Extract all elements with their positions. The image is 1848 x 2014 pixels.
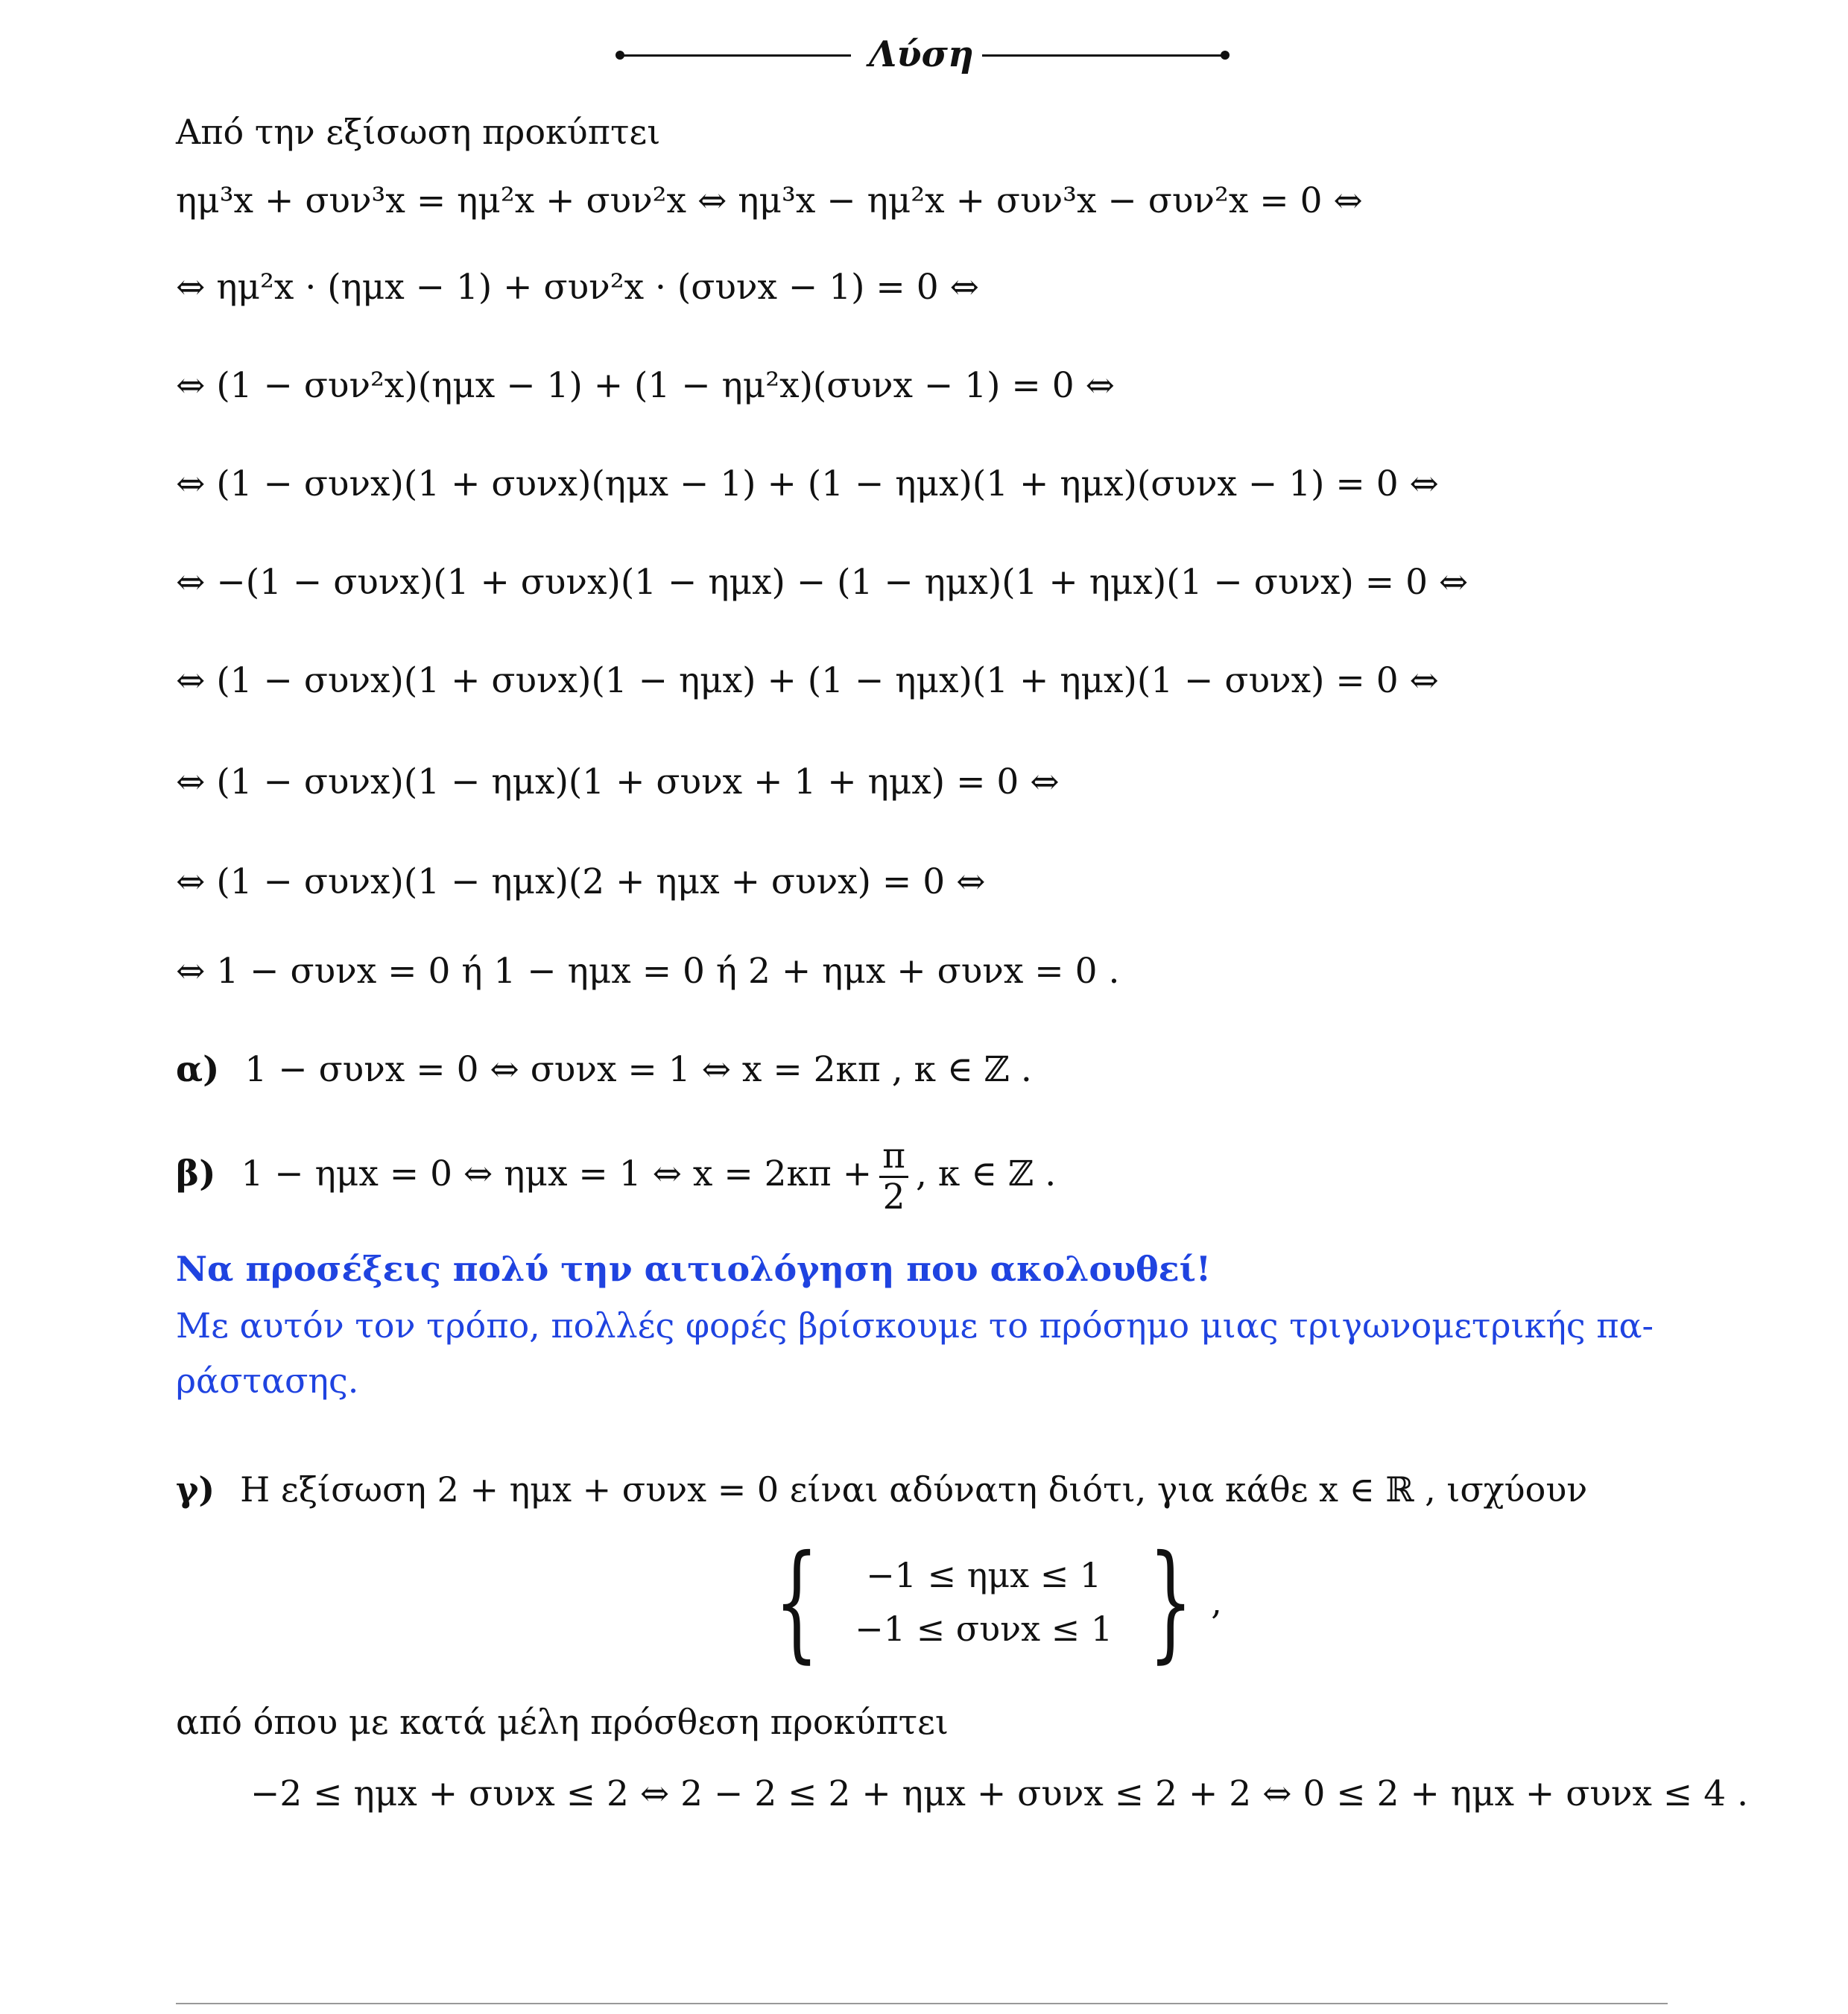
page-bottom-rule <box>176 2003 1668 2004</box>
system-row-cos: −1 ≤ συνx ≤ 1 <box>855 1609 1113 1649</box>
equation-line-5: ⇔ −(1 − συνx)(1 + συνx)(1 − ημx) − (1 − ημx)(1 + ημx)(1 − συνx) = 0 ⇔ <box>176 562 1469 603</box>
note-line-2: ράστασης. <box>176 1361 359 1401</box>
equation-line-4: ⇔ (1 − συνx)(1 + συνx)(ημx − 1) + (1 − ημx)(1 + ημx)(συνx − 1) = 0 ⇔ <box>176 463 1439 504</box>
part-a-text: 1 − συνx = 0 ⇔ συνx = 1 ⇔ x = 2κπ , κ ∈ ℤ . <box>244 1049 1032 1090</box>
equation-line-6: ⇔ (1 − συνx)(1 + συνx)(1 − ημx) + (1 − ημx)(1 + ημx)(1 − συνx) = 0 ⇔ <box>176 660 1439 701</box>
part-b-text: 1 − ημx = 0 ⇔ ημx = 1 ⇔ x = 2κπ + <box>241 1153 873 1195</box>
fraction-numerator: π <box>879 1137 908 1178</box>
equation-line-9: ⇔ 1 − συνx = 0 ή 1 − ημx = 0 ή 2 + ημx + συνx = 0 . <box>176 951 1120 992</box>
part-b-suffix: , κ ∈ ℤ . <box>916 1153 1057 1195</box>
inequality-system <box>756 1528 1222 1676</box>
note-heading: Να προσέξεις πολύ την αιτιολόγηση που ακολουθεί! <box>176 1249 1212 1289</box>
title-rule-right-dot <box>1221 51 1230 60</box>
equation-line-1: ημ³x + συν³x = ημ²x + συν²x ⇔ ημ³x − ημ²x + συν³x − συν²x = 0 ⇔ <box>176 180 1363 221</box>
part-c <box>176 1469 1588 1510</box>
left-brace: { <box>774 1528 819 1676</box>
note-line-1: Με αυτόν τον τρόπο, πολλές φορές βρίσκουμε το πρόσημο μιας τριγωνομετρικής πα- <box>176 1305 1654 1346</box>
part-c-label: γ) <box>176 1469 215 1510</box>
fraction-denominator: 2 <box>882 1176 905 1217</box>
part-b <box>176 1137 1056 1216</box>
part-c-text: Η εξίσωση 2 + ημx + συνx = 0 είναι αδύνατη διότι, για κάθε x ∈ ℝ , ισχύουν <box>240 1469 1588 1510</box>
system-row-sin: −1 ≤ ημx ≤ 1 <box>866 1555 1102 1595</box>
right-brace: } <box>1148 1528 1193 1676</box>
pi-over-2-fraction <box>879 1137 908 1216</box>
title-rule-right <box>982 54 1225 57</box>
part-a-label: α) <box>176 1049 220 1090</box>
closing-intro: από όπου με κατά μέλη πρόσθεση προκύπτει <box>176 1702 949 1742</box>
equation-line-7: ⇔ (1 − συνx)(1 − ημx)(1 + συνx + 1 + ημx) = 0 ⇔ <box>176 761 1060 802</box>
system-rows <box>837 1555 1130 1649</box>
intro-text: Από την εξίσωση προκύπτει <box>176 112 661 152</box>
section-title: Λύση <box>869 34 974 75</box>
equation-line-2: ⇔ ημ²x · (ημx − 1) + συν²x · (συνx − 1) = 0 ⇔ <box>176 267 979 308</box>
part-b-label: β) <box>176 1153 216 1195</box>
part-a <box>176 1049 1032 1090</box>
final-inequality: −2 ≤ ημx + συνx ≤ 2 ⇔ 2 − 2 ≤ 2 + ημx + συνx ≤ 2 + 2 ⇔ 0 ≤ 2 + ημx + συνx ≤ 4 . <box>250 1773 1749 1814</box>
system-comma: , <box>1211 1582 1222 1622</box>
title-rule-left <box>620 54 851 57</box>
equation-line-8: ⇔ (1 − συνx)(1 − ημx)(2 + ημx + συνx) = 0 ⇔ <box>176 861 986 902</box>
equation-line-3: ⇔ (1 − συν²x)(ημx − 1) + (1 − ημ²x)(συνx − 1) = 0 ⇔ <box>176 365 1115 406</box>
